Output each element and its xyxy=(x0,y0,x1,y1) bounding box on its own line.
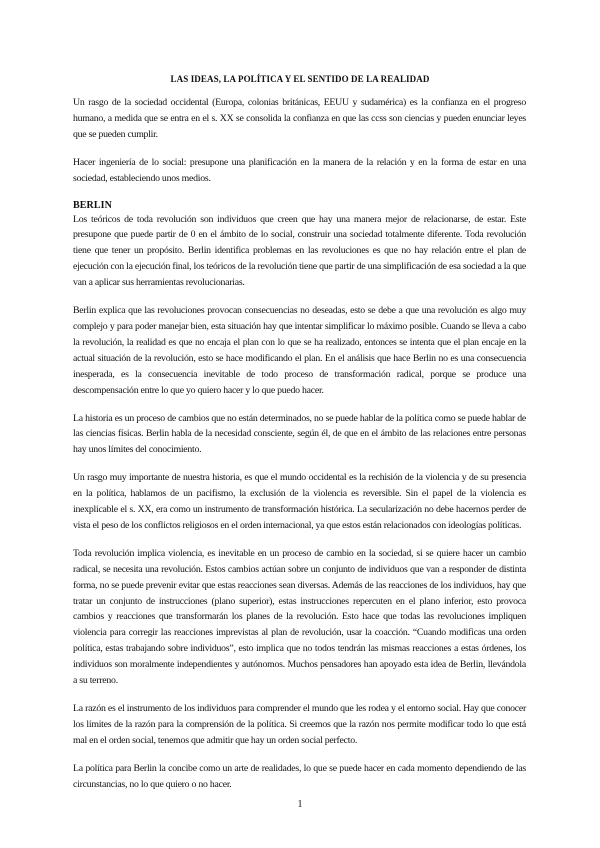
paragraph: La política para Berlin la concibe como un arte de realidades, lo que se puede hacer en cada momento dependiendo de las circunstancias, no lo que quiero o no hacer. xyxy=(73,762,526,790)
document-title: LAS IDEAS, LA POLÍTICA Y EL SENTIDO DE LA REALIDAD xyxy=(170,74,430,84)
paragraph: Hacer ingeniería de lo social: presupone una planificación en la manera de la relación y en la forma de estar en una sociedad, estableciendo unos medios. xyxy=(73,156,526,184)
paragraph: Un rasgo de la sociedad occidental (Europa, colonias británicas, EEUU y sudamérica) es la confianza en el progreso humano, a medida que se entra en el s. XX se consolida la confianza en que las ccss son ciencias y pueden enunciar leyes que se pueden cumplir. xyxy=(73,97,526,140)
paragraph: La historia es un proceso de cambios que no están determinados, no se puede hablar de la política como se puede hablar de las ciencias físicas. Berlin habla de la necesidad consciente, según él, de que en el ámbito de las relaciones entre personas hay unos límites del conocimiento. xyxy=(73,412,526,456)
paragraph: La razón es el instrumento de los individuos para comprender el mundo que les rodea y el entorno social. Hay que conocer los límites de la razón para la comprensión de la política. Si creemos que la razón nos permite modificar todo lo que está mal en el orden social, tenemos que admitir que hay un orden social perfecto. xyxy=(73,703,526,746)
paragraph: Un rasgo muy importante de nuestra historia, es que el mundo occidental es la rechisión de la violencia y de su presencia en la política, hablamos de un pacifismo, la exclusión de la violencia es reversible. Sin el papel de la violencia es inexplicable el s. XX, era como un instrumento de transformación histórica. La secularización no debe hacernos perder de vista el peso de los conflictos religiosos en el orden internacional, ya que estos están relacionados con ideologías políticas. xyxy=(73,472,526,531)
document-body xyxy=(73,95,526,805)
section-heading: BERLIN xyxy=(73,199,112,211)
paragraph: Berlin explica que las revoluciones provocan consecuencias no deseadas, esto se debe a que una revolución es algo muy complejo y para poder manejar bien, esta situación hay que intentar simplificar lo máximo posible. Cuando se lleva a cabo la revolución, la realidad es que no encaja el plan con lo que se ha realizado, entonces se intenta que el plan encaje en la actual situación de la revolución, esto se hace modificando el plan. En el análisis que hace Berlin no es una consecuencia inesperada, es la consecuencia inevitable de todo proceso de transformación radical, porque se produce una descompensación entre lo que yo quiero hacer y lo que puedo hacer. xyxy=(73,305,526,396)
paragraph: Los teóricos de toda revolución son individuos que creen que hay una manera mejor de relacionarse, de estar. Este presupone que puede partir de 0 en el ámbito de lo social, construir una sociedad totalmente diferente. Toda revolución tiene que tener un propósito. Berlin identifica problemas en las revoluciones es que no hay relación entre el plan de ejecución con la ejecución final, los teóricos de la revolución tiene que partir de una simplificación de esa sociedad a la que van a aplicar sus herramientas revolucionarias. xyxy=(73,213,526,289)
paragraph: Toda revolución implica violencia, es inevitable en un proceso de cambio en la sociedad, si se quiere hacer un cambio radical, se necesita una revolución. Estos cambios actúan sobre un conjunto de individuos que van a responder de distinta forma, no se puede prevenir evitar que estas reacciones sean diversas. Además de las reacciones de los individuos, hay que tratar un conjunto de instrucciones (plano superior), estas instrucciones repercuten en el plano inferior, esto provoca cambios y reacciones que transformarán los planes de la revolución. Esto hace que todas las revoluciones impliquen violencia para corregir las reacciones imprevistas al plan de revolución, usar la coacción. “Cuando modificas una orden política, estas trabajando sobre individuos”, esto implica que no todos tendrán las mismas reacciones a estas órdenes, los individuos son moralmente independientes y autónomos. Muchos pensadores han apoyado esta idea de Berlin, llevándola a su terreno. xyxy=(73,547,526,687)
page-number: 1 xyxy=(297,799,303,810)
